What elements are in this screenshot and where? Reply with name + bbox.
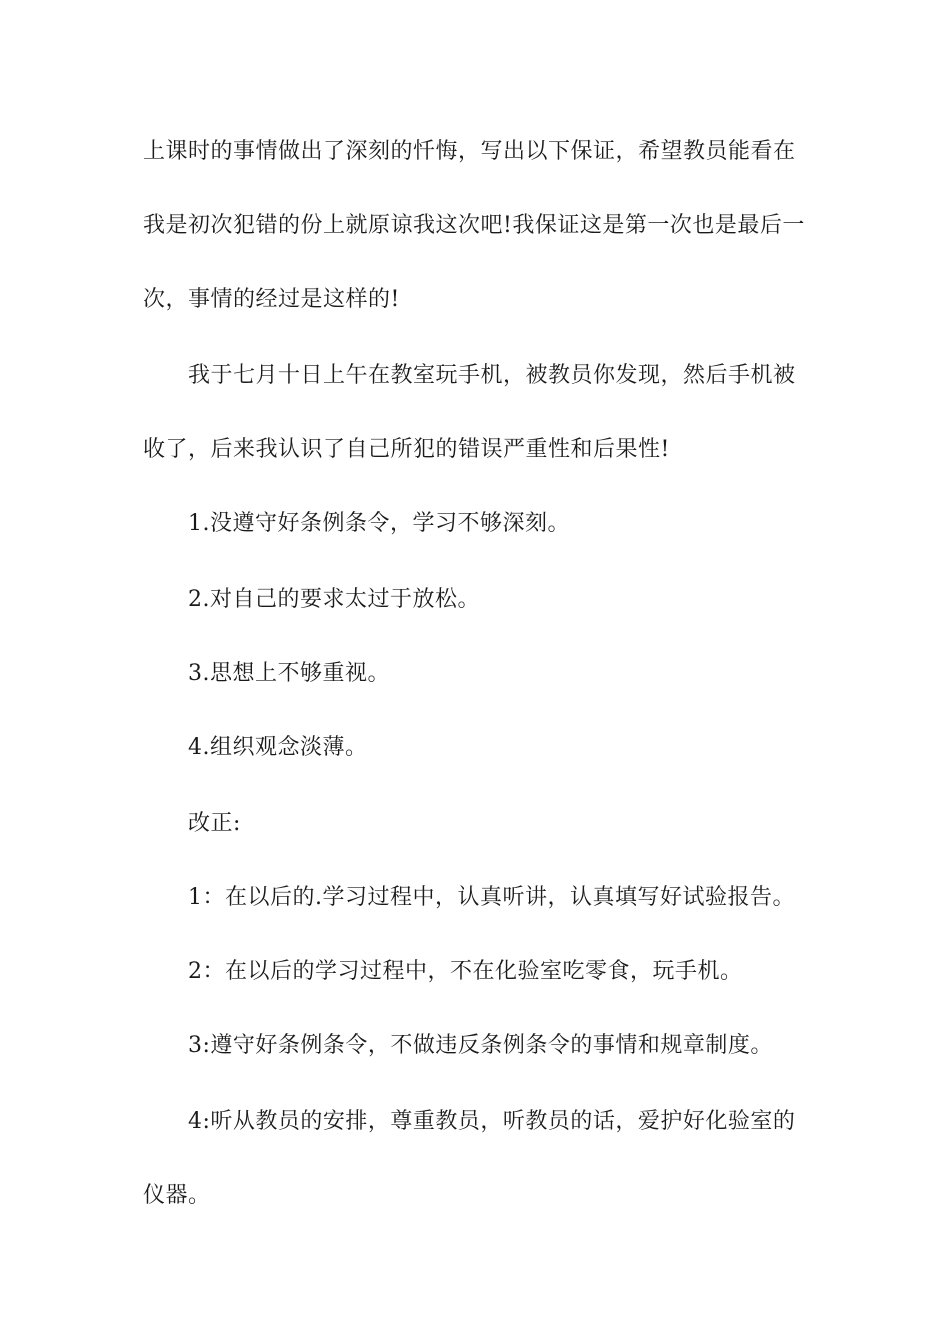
paragraph-line: 我是初次犯错的份上就原谅我这次吧!我保证这是第一次也是最后一 <box>143 213 805 238</box>
list-item: 2.对自己的要求太过于放松。 <box>188 587 480 612</box>
list-item: 4:听从教员的安排，尊重教员，听教员的话，爱护好化验室的 <box>188 1109 796 1134</box>
list-item: 4.组织观念淡薄。 <box>188 735 368 760</box>
list-item: 1：在以后的.学习过程中，认真听讲，认真填写好试验报告。 <box>188 885 795 910</box>
paragraph-line: 我于七月十日上午在教室玩手机，被教员你发现，然后手机被 <box>188 363 796 388</box>
list-item: 1.没遵守好条例条令，学习不够深刻。 <box>188 511 570 536</box>
paragraph-line: 收了，后来我认识了自己所犯的错误严重性和后果性! <box>143 437 670 462</box>
list-item: 3:遵守好条例条令，不做违反条例条令的事情和规章制度。 <box>188 1033 773 1058</box>
paragraph-line: 仪器。 <box>143 1183 211 1208</box>
paragraph-line: 上课时的事情做出了深刻的忏悔，写出以下保证，希望教员能看在 <box>143 139 796 164</box>
list-item: 2：在以后的学习过程中，不在化验室吃零食，玩手机。 <box>188 959 743 984</box>
list-item: 3.思想上不够重视。 <box>188 661 390 686</box>
paragraph-line: 次，事情的经过是这样的! <box>143 287 400 312</box>
section-heading: 改正: <box>188 811 241 836</box>
